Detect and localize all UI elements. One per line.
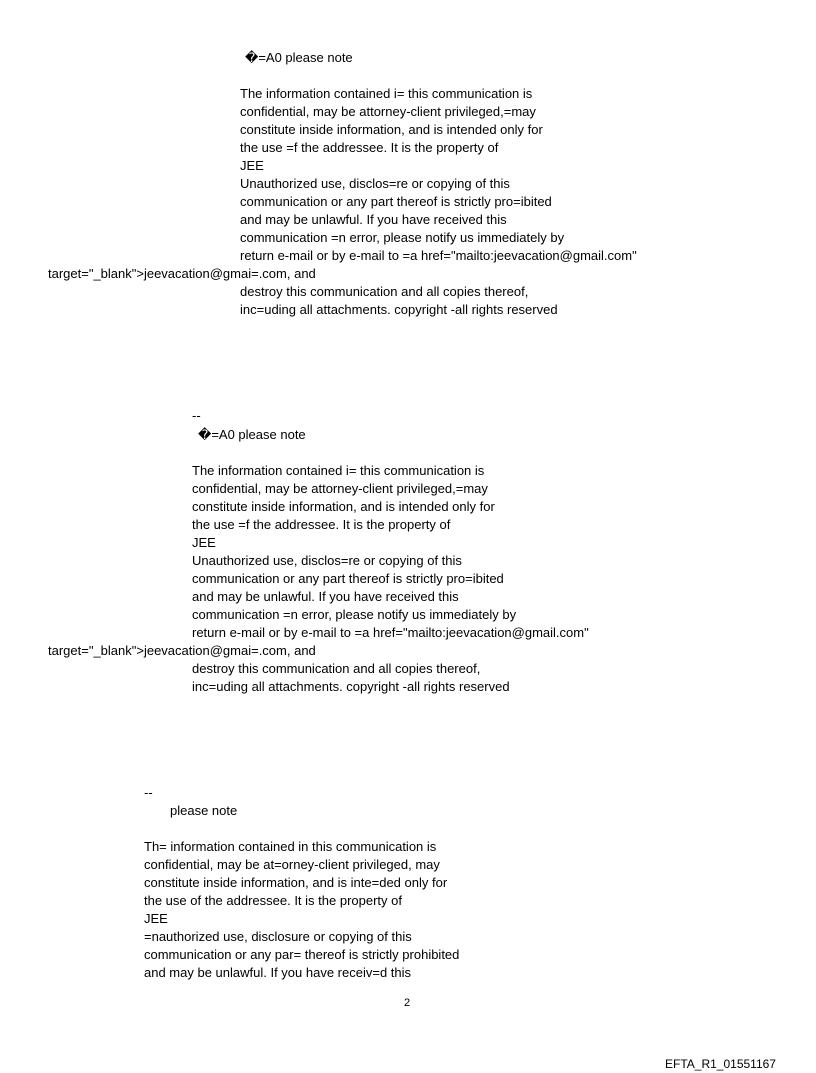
block3-line: =nauthorized use, disclosure or copying of this [144,929,412,944]
block3-line: communication or any par= thereof is strictly prohibited [144,947,460,962]
block2-line: constitute inside information, and is intended only for [192,499,495,514]
block3-line: the use of the addressee. It is the property of [144,893,402,908]
page-number: 2 [404,997,411,1009]
block1-line: confidential, may be attorney-client privileged,=may [240,104,536,119]
block3-line: Th= information contained in this communication is [144,839,437,854]
block1-line: The information contained i= this communication is [240,86,533,101]
block2-overflow-line: target="_blank">jeevacation@gmai=.com, and [48,643,316,658]
block1-line: JEE [240,158,264,173]
block1-header: �=A0 please note [245,50,353,65]
document-id: EFTA_R1_01551167 [665,1057,776,1071]
block1-line: constitute inside information, and is intended only for [240,122,543,137]
block1-tail-line: inc=uding all attachments. copyright -all rights reserved [240,302,558,317]
block3-header: please note [170,803,238,818]
block2-line: The information contained i= this communication is [192,463,485,478]
block1-tail-line: destroy this communication and all copies thereof, [240,284,529,299]
block3-line: confidential, may be at=orney-client privileged, may [144,857,440,872]
block3-line: constitute inside information, and is inte=ded only for [144,875,448,890]
block1-line: communication =n error, please notify us immediately by [240,230,565,245]
block2-line: Unauthorized use, disclos=re or copying of this [192,553,462,568]
block1-line: communication or any part thereof is strictly pro=ibited [240,194,552,209]
block1-line: Unauthorized use, disclos=re or copying of this [240,176,510,191]
block3-separator: -- [144,785,153,800]
block2-tail-line: destroy this communication and all copies thereof, [192,661,481,676]
block3-line: JEE [144,911,168,926]
block1-line: return e-mail or by e-mail to =a href="mailto:jeevacation@gmail.com" [240,248,637,263]
block2-line: return e-mail or by e-mail to =a href="mailto:jeevacation@gmail.com" [192,625,589,640]
block2-tail-line: inc=uding all attachments. copyright -all rights reserved [192,679,510,694]
block2-line: communication =n error, please notify us immediately by [192,607,517,622]
block2-header: �=A0 please note [198,427,306,442]
block1-line: the use =f the addressee. It is the property of [240,140,499,155]
block3-line: and may be unlawful. If you have receiv=d this [144,965,412,980]
block1-line: and may be unlawful. If you have received this [240,212,507,227]
block2-line: JEE [192,535,216,550]
block2-line: communication or any part thereof is strictly pro=ibited [192,571,504,586]
block2-line: and may be unlawful. If you have received this [192,589,459,604]
block2-line: the use =f the addressee. It is the property of [192,517,451,532]
block2-separator: -- [192,408,201,423]
block1-overflow-line: target="_blank">jeevacation@gmai=.com, and [48,266,316,281]
block2-line: confidential, may be attorney-client privileged,=may [192,481,488,496]
